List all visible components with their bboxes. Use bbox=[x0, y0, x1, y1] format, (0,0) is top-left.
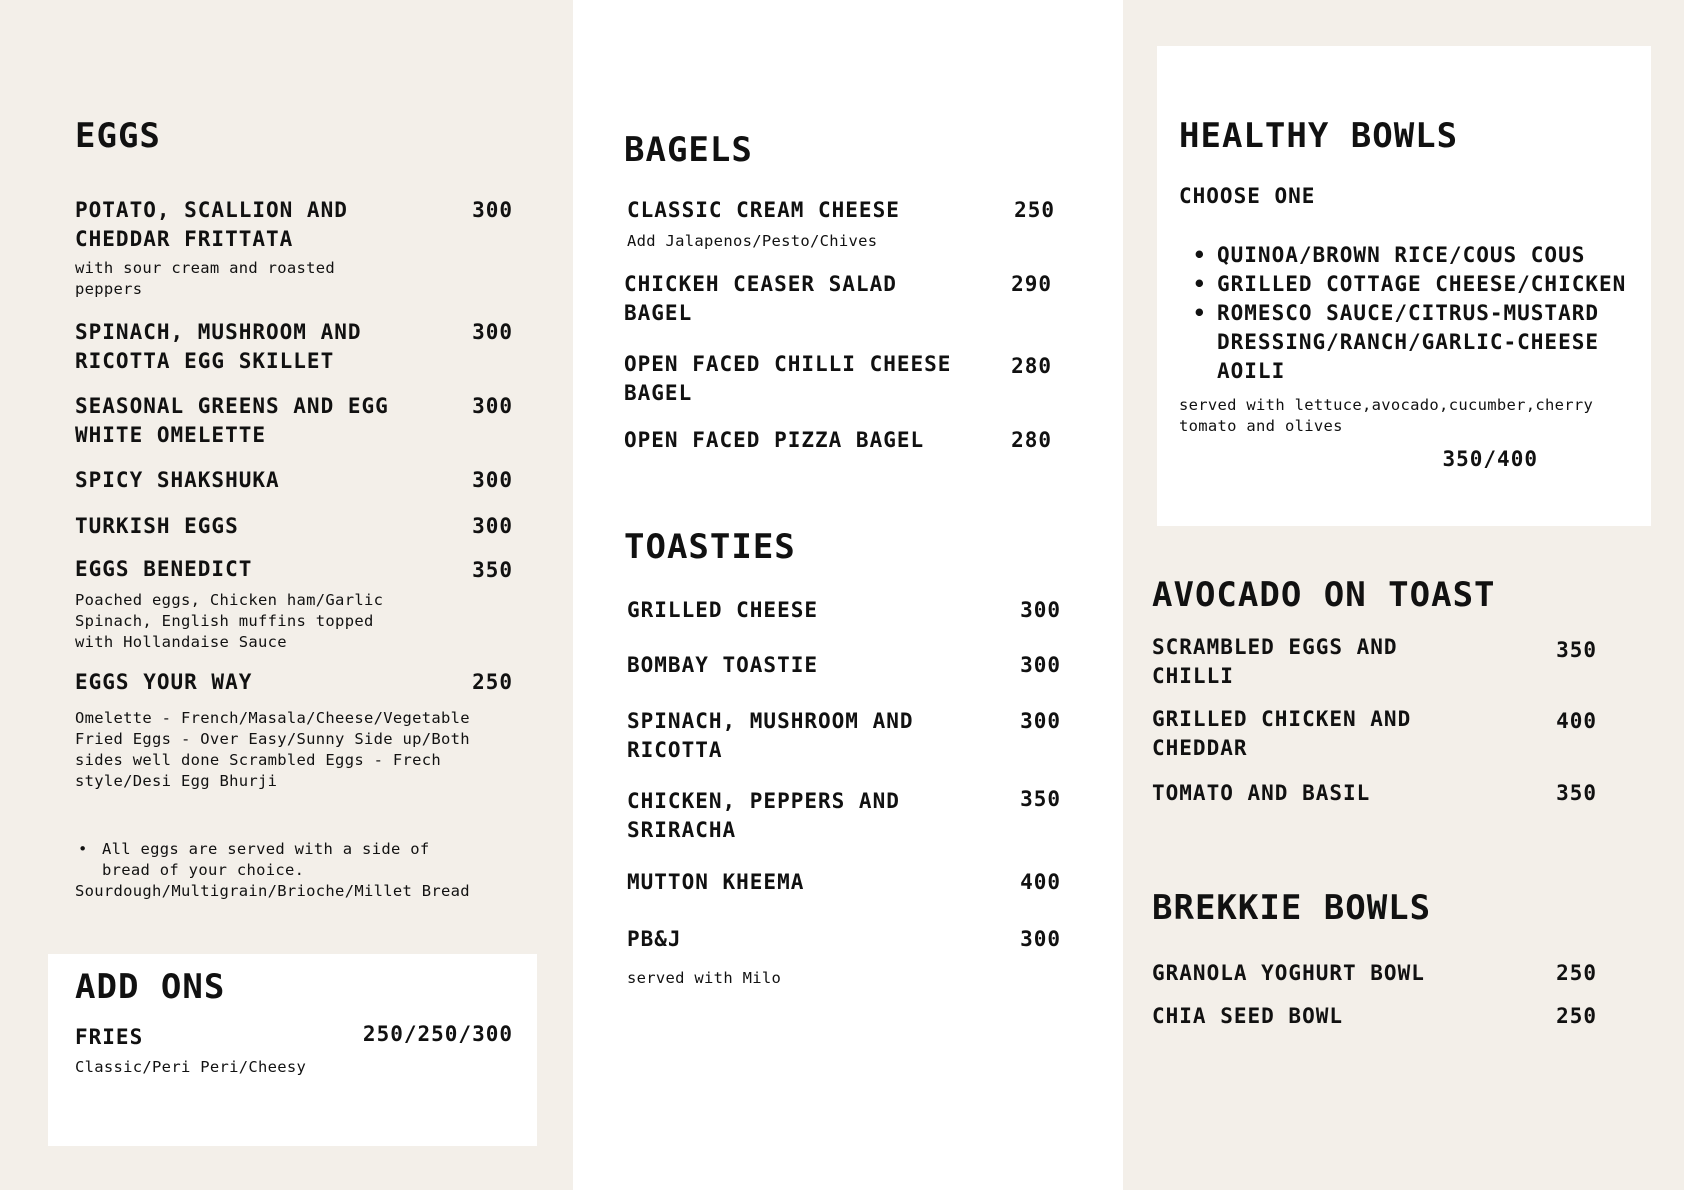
toasties-item-name: PB&J bbox=[627, 927, 682, 951]
bagels-item-price: 280 bbox=[1011, 354, 1052, 378]
eggs-item-name: SPINACH, MUSHROOM AND RICOTTA EGG SKILLET bbox=[75, 320, 362, 373]
toasties-item-price: 400 bbox=[1020, 870, 1061, 894]
toasties-item-desc: served with Milo bbox=[627, 969, 782, 987]
healthy-bowls-desc: served with lettuce,avocado,cucumber,cherry tomato and olives bbox=[1179, 396, 1594, 435]
eggs-item-price: 350 bbox=[472, 558, 513, 582]
eggs-item-name: EGGS YOUR WAY bbox=[75, 670, 253, 694]
avocado-item-price: 350 bbox=[1556, 781, 1597, 805]
eggs-item-price: 300 bbox=[472, 514, 513, 538]
eggs-item-price: 300 bbox=[472, 320, 513, 344]
bagels-item-price: 290 bbox=[1011, 272, 1052, 296]
toasties-item-name: GRILLED CHEESE bbox=[627, 598, 819, 622]
bagels-item-name: CHICKEH CEASER SALAD BAGEL bbox=[624, 272, 897, 325]
healthy-bowls-title: HEALTHY BOWLS bbox=[1179, 116, 1459, 156]
brekkie-item-price: 250 bbox=[1556, 1004, 1597, 1028]
eggs-item-name: SPICY SHAKSHUKA bbox=[75, 468, 280, 492]
eggs-note: • All eggs are served with a side of bread of your choice. bbox=[102, 839, 442, 881]
eggs-bread-options: Sourdough/Multigrain/Brioche/Millet Bread bbox=[75, 882, 470, 900]
toasties-item-name: SPINACH, MUSHROOM AND RICOTTA bbox=[627, 709, 914, 762]
bagels-item-name: OPEN FACED CHILLI CHEESE BAGEL bbox=[624, 352, 952, 405]
eggs-item-desc: Omelette - French/Masala/Cheese/Vegetable Fried Eggs - Over Easy/Sunny Side up/Both sides well done Scrambled Eggs - Frech style/Desi Egg Bhurji bbox=[75, 709, 470, 790]
healthy-bowls-option: • QUINOA/BROWN RICE/COUS COUS bbox=[1217, 241, 1647, 270]
eggs-title: EGGS bbox=[75, 116, 161, 156]
bagels-item-name: OPEN FACED PIZZA BAGEL bbox=[624, 428, 925, 452]
eggs-item-price: 300 bbox=[472, 468, 513, 492]
toasties-item-name: BOMBAY TOASTIE bbox=[627, 653, 819, 677]
add-ons-title: ADD ONS bbox=[75, 967, 226, 1007]
toasties-item-price: 300 bbox=[1020, 598, 1061, 622]
eggs-item-name: POTATO, SCALLION AND CHEDDAR FRITTATA bbox=[75, 198, 348, 251]
healthy-bowls-options bbox=[1217, 241, 1647, 386]
bagels-title: BAGELS bbox=[624, 130, 753, 170]
add-ons-item-name: FRIES bbox=[75, 1025, 144, 1049]
eggs-note-list bbox=[102, 839, 442, 881]
eggs-item-price: 250 bbox=[472, 670, 513, 694]
healthy-bowls-option: • GRILLED COTTAGE CHEESE/CHICKEN bbox=[1217, 270, 1647, 299]
eggs-item-name: TURKISH EGGS bbox=[75, 514, 239, 538]
eggs-item-name: SEASONAL GREENS AND EGG WHITE OMELETTE bbox=[75, 394, 389, 447]
add-ons-item-price: 250/250/300 bbox=[362, 1022, 513, 1046]
brekkie-title: BREKKIE BOWLS bbox=[1152, 888, 1432, 928]
middle-panel bbox=[573, 0, 1123, 1190]
toasties-title: TOASTIES bbox=[624, 527, 796, 567]
avocado-item-name: SCRAMBLED EGGS AND CHILLI bbox=[1152, 635, 1398, 688]
toasties-item-price: 350 bbox=[1020, 787, 1061, 811]
bagels-item-price: 280 bbox=[1011, 428, 1052, 452]
toasties-item-name: CHICKEN, PEPPERS AND SRIRACHA bbox=[627, 789, 900, 842]
healthy-bowls-option: • ROMESCO SAUCE/CITRUS-MUSTARD DRESSING/RANCH/GARLIC-CHEESE AOILI bbox=[1217, 299, 1647, 386]
bagels-item-desc: Add Jalapenos/Pesto/Chives bbox=[627, 232, 878, 250]
brekkie-item-name: CHIA SEED BOWL bbox=[1152, 1004, 1344, 1028]
avocado-item-price: 350 bbox=[1556, 638, 1597, 662]
avocado-item-name: TOMATO AND BASIL bbox=[1152, 781, 1371, 805]
add-ons-item-desc: Classic/Peri Peri/Cheesy bbox=[75, 1058, 307, 1076]
avocado-item-price: 400 bbox=[1556, 709, 1597, 733]
eggs-item-price: 300 bbox=[472, 198, 513, 222]
healthy-bowls-subtitle: CHOOSE ONE bbox=[1179, 184, 1316, 208]
brekkie-item-price: 250 bbox=[1556, 961, 1597, 985]
toasties-item-name: MUTTON KHEEMA bbox=[627, 870, 805, 894]
eggs-item-desc: with sour cream and roasted peppers bbox=[75, 259, 336, 298]
eggs-item-desc: Poached eggs, Chicken ham/Garlic Spinach, English muffins topped with Hollandaise Sauce bbox=[75, 591, 384, 651]
eggs-item-price: 300 bbox=[472, 394, 513, 418]
avocado-title: AVOCADO ON TOAST bbox=[1152, 575, 1496, 615]
avocado-item-name: GRILLED CHICKEN AND CHEDDAR bbox=[1152, 707, 1412, 760]
toasties-item-price: 300 bbox=[1020, 653, 1061, 677]
toasties-item-price: 300 bbox=[1020, 709, 1061, 733]
eggs-item-name: EGGS BENEDICT bbox=[75, 557, 253, 581]
healthy-bowls-price: 350/400 bbox=[1442, 447, 1538, 471]
brekkie-item-name: GRANOLA YOGHURT BOWL bbox=[1152, 961, 1425, 985]
bagels-item-price: 250 bbox=[1014, 198, 1055, 222]
bagels-item-name: CLASSIC CREAM CHEESE bbox=[627, 198, 900, 222]
toasties-item-price: 300 bbox=[1020, 927, 1061, 951]
